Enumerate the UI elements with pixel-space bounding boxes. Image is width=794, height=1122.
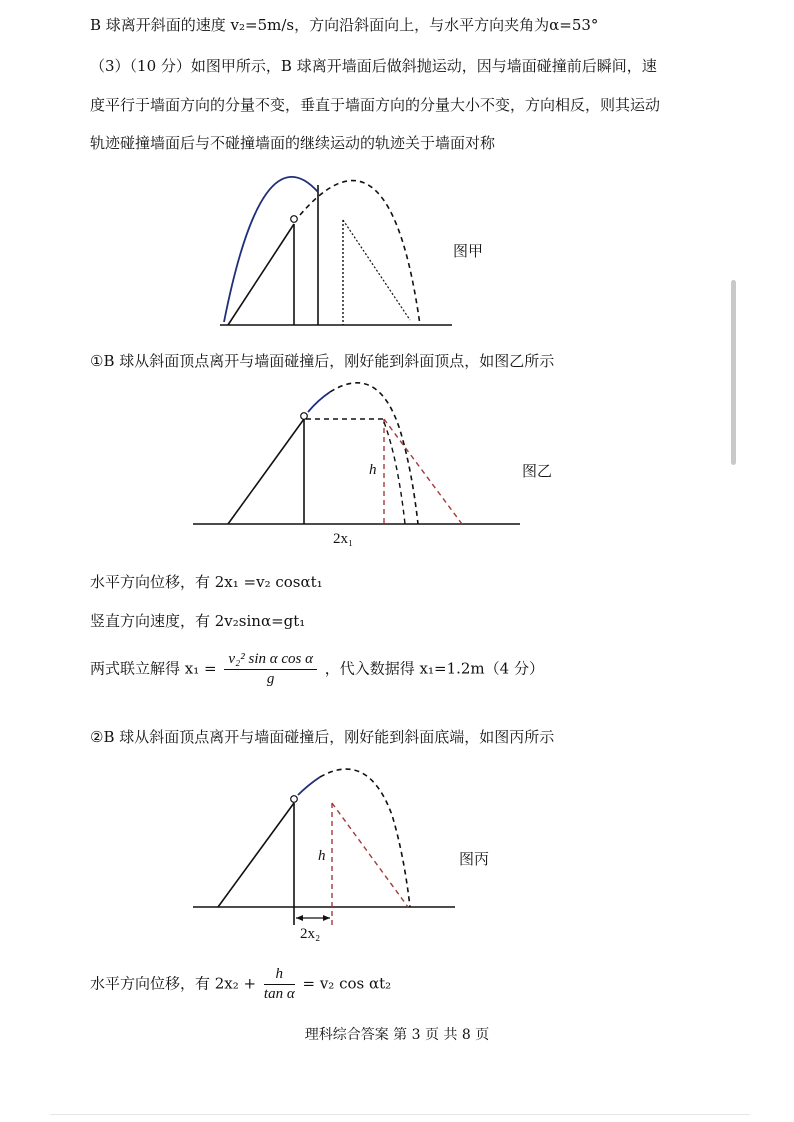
incline <box>228 419 304 524</box>
text-eq-horizontal-2 <box>90 966 391 1003</box>
figure-jia <box>0 0 794 340</box>
label-h-yi: h <box>369 462 377 478</box>
text-eq-vertical-1: 竖直方向速度，有 2v₂sinα=gt₁ <box>90 612 306 630</box>
eq-solution-fraction <box>224 651 317 688</box>
arrow-right-head <box>323 915 330 921</box>
ball-b <box>291 796 298 803</box>
text-eq-solution <box>90 651 544 688</box>
page-footer: 理科综合答案 第 3 页 共 8 页 <box>304 1027 490 1043</box>
eq-solution-denominator: g <box>266 671 275 687</box>
vertical-scrollbar[interactable] <box>731 280 736 465</box>
reflected-trajectory-dashed <box>384 422 405 524</box>
reflected-trajectory <box>224 177 318 322</box>
mirror-incline-red <box>384 419 462 524</box>
caption-fig-yi: 图乙 <box>522 462 553 480</box>
initial-trajectory <box>298 777 320 795</box>
eq-h2-numerator: h <box>264 966 295 985</box>
label-h-bing: h <box>318 848 326 864</box>
eq-h2-prefix: 水平方向位移，有 2x₂ + <box>90 974 257 993</box>
incline <box>228 224 294 325</box>
text-line-part3-b: 度平行于墙面方向的分量不变，垂直于墙面方向的分量大小不变，方向相反，则其运动 <box>90 96 661 114</box>
mirror-incline-red <box>332 803 408 907</box>
dashed-trajectory <box>330 383 418 524</box>
mirror-incline-dotted <box>343 220 410 320</box>
caption-fig-bing: 图丙 <box>459 850 490 868</box>
initial-trajectory <box>308 392 330 412</box>
incline <box>218 803 294 907</box>
eq-solution-prefix: 两式联立解得 x₁ = <box>90 659 217 678</box>
figure-bing <box>0 755 794 935</box>
figure-yi <box>0 370 794 530</box>
text-line-velocity: B 球离开斜面的速度 v₂=5m/s，方向沿斜面向上，与水平方向夹角为α=53° <box>90 16 599 34</box>
text-line-case2: ②B 球从斜面顶点离开与墙面碰撞后，刚好能到斜面底端，如图丙所示 <box>90 728 555 746</box>
text-line-part3-c: 轨迹碰撞墙面后与不碰撞墙面的继续运动的轨迹关于墙面对称 <box>90 134 496 152</box>
eq-h2-fraction <box>264 966 295 1003</box>
ball-b <box>291 216 298 223</box>
page-bottom-divider <box>50 1114 750 1115</box>
eq-solution-suffix: ，代入数据得 x₁=1.2m（4 分） <box>324 659 544 678</box>
caption-fig-jia: 图甲 <box>453 242 484 260</box>
eq-solution-numerator: v₂² sin α cos α <box>224 651 317 670</box>
text-line-part3-a: （3）（10 分）如图甲所示，B 球离开墙面后做斜抛运动，因与墙面碰撞前后瞬间，速 <box>90 57 657 75</box>
arrow-left-head <box>296 915 303 921</box>
eq-h2-suffix: = v₂ cos αt₂ <box>302 974 392 993</box>
eq-h2-denominator: tan α <box>263 986 295 1002</box>
text-line-case1: ①B 球从斜面顶点离开与墙面碰撞后，刚好能到斜面顶点，如图乙所示 <box>90 352 555 370</box>
dashed-trajectory <box>320 769 410 907</box>
label-2x1: 2x₁ <box>333 531 354 547</box>
label-2x2: 2x₂ <box>300 926 321 942</box>
text-eq-horizontal-1: 水平方向位移，有 2x₁ =v₂ cosαt₁ <box>90 573 323 591</box>
